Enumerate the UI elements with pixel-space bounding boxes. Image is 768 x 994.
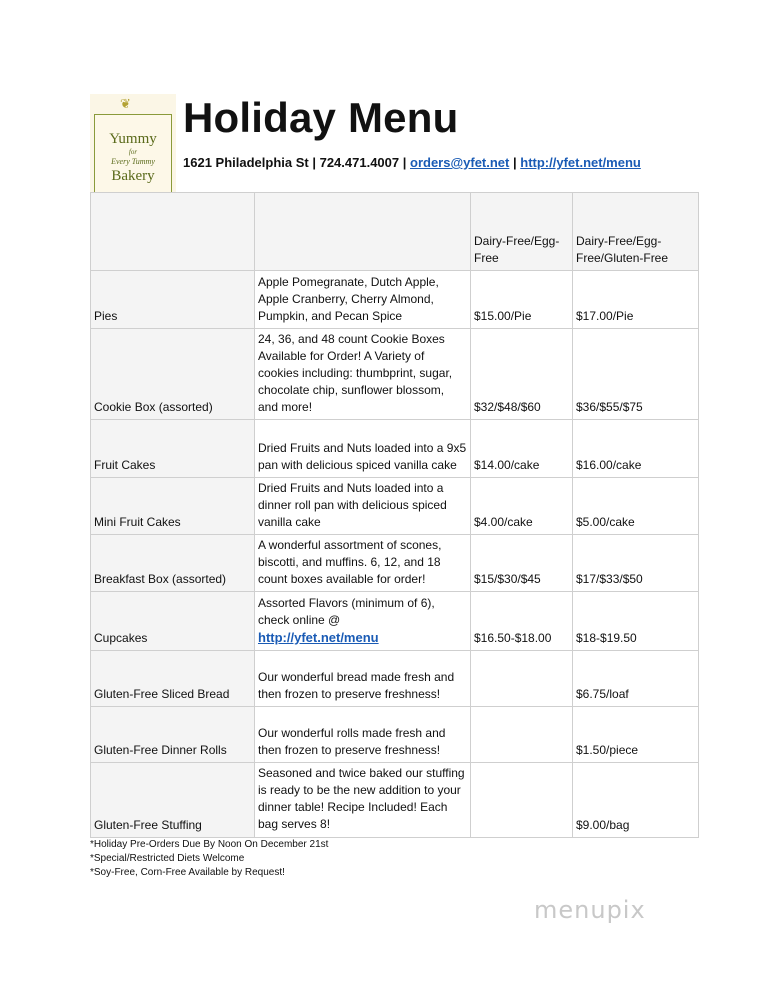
contact-line [183,155,641,170]
price-dairy-egg-free [471,707,573,763]
price-gluten-free: $17/$33/$50 [573,535,699,592]
table-row [91,478,699,535]
price-dairy-egg-free: $16.50-$18.00 [471,592,573,651]
watermark: menupix [534,896,646,924]
table-row [91,592,699,651]
item-name: Cookie Box (assorted) [91,329,255,420]
item-description: Seasoned and twice baked our stuffing is ready to be the new addition to your dinner table! Recipe Included! Each bag serves 8! [255,763,471,838]
item-name: Pies [91,271,255,329]
price-dairy-egg-free [471,763,573,838]
item-description: 24, 36, and 48 count Cookie Boxes Available for Order! A Variety of cookies including: thumbprint, sugar, chocolate chip, sunflower blossom, and more! [255,329,471,420]
price-gluten-free: $1.50/piece [573,707,699,763]
footnote: *Holiday Pre-Orders Due By Noon On December 21st [90,839,329,850]
table-row [91,271,699,329]
logo-text-every-tummy: Every Tummy [111,157,155,166]
footnote: *Special/Restricted Diets Welcome [90,853,245,864]
website-link[interactable]: http://yfet.net/menu [520,155,641,170]
price-gluten-free: $9.00/bag [573,763,699,838]
table-row [91,763,699,838]
price-dairy-egg-free: $4.00/cake [471,478,573,535]
footnotes [90,838,328,880]
price-gluten-free: $16.00/cake [573,420,699,478]
price-gluten-free: $18-$19.50 [573,592,699,651]
item-name: Breakfast Box (assorted) [91,535,255,592]
table-row [91,420,699,478]
logo-text-yummy: Yummy [109,131,157,147]
separator: | [308,155,320,170]
logo-frame [94,114,172,202]
item-description: Dried Fruits and Nuts loaded into a dinner roll pan with delicious spiced vanilla cake [255,478,471,535]
price-gluten-free: $17.00/Pie [573,271,699,329]
phone: 724.471.4007 [319,155,400,170]
item-name: Mini Fruit Cakes [91,478,255,535]
description-text: Assorted Flavors (minimum of 6), check online @ [258,596,435,627]
header-cell-item [91,193,255,271]
table-header-row [91,193,699,271]
header-dairy-free-egg-free: Dairy-Free/Egg-Free [471,193,573,271]
email-link[interactable]: orders@yfet.net [410,155,510,170]
separator: | [509,155,521,170]
table-row [91,651,699,707]
item-description: Apple Pomegranate, Dutch Apple, Apple Cranberry, Cherry Almond, Pumpkin, and Pecan Spice [255,271,471,329]
table-row [91,535,699,592]
separator: | [399,155,410,170]
logo-text-bakery: Bakery [111,168,155,184]
item-name: Fruit Cakes [91,420,255,478]
item-name: Cupcakes [91,592,255,651]
address: 1621 Philadelphia St [183,155,309,170]
price-gluten-free: $36/$55/$75 [573,329,699,420]
price-dairy-egg-free: $14.00/cake [471,420,573,478]
price-dairy-egg-free: $15.00/Pie [471,271,573,329]
item-description: A wonderful assortment of scones, biscotti, and muffins. 6, 12, and 18 count boxes available for order! [255,535,471,592]
logo-text-for: for [128,148,138,156]
price-dairy-egg-free [471,651,573,707]
item-description: Dried Fruits and Nuts loaded into a 9x5 pan with delicious spiced vanilla cake [255,420,471,478]
price-dairy-egg-free: $32/$48/$60 [471,329,573,420]
table-row [91,329,699,420]
item-name: Gluten-Free Stuffing [91,763,255,838]
wheat-sprig-icon: ❦ [120,96,131,111]
price-dairy-egg-free: $15/$30/$45 [471,535,573,592]
item-description: Our wonderful rolls made fresh and then frozen to preserve freshness! [255,707,471,763]
price-gluten-free: $6.75/loaf [573,651,699,707]
footnote: *Soy-Free, Corn-Free Available by Request! [90,867,285,878]
menu-link[interactable]: http://yfet.net/menu [258,630,379,645]
item-description [255,592,471,651]
table-row [91,707,699,763]
page-title: Holiday Menu [183,94,459,141]
item-name: Gluten-Free Dinner Rolls [91,707,255,763]
price-gluten-free: $5.00/cake [573,478,699,535]
menu-table [90,192,699,838]
item-name: Gluten-Free Sliced Bread [91,651,255,707]
header-dairy-free-egg-free-gluten-free: Dairy-Free/Egg-Free/Gluten-Free [573,193,699,271]
header-cell-desc [255,193,471,271]
item-description: Our wonderful bread made fresh and then frozen to preserve freshness! [255,651,471,707]
